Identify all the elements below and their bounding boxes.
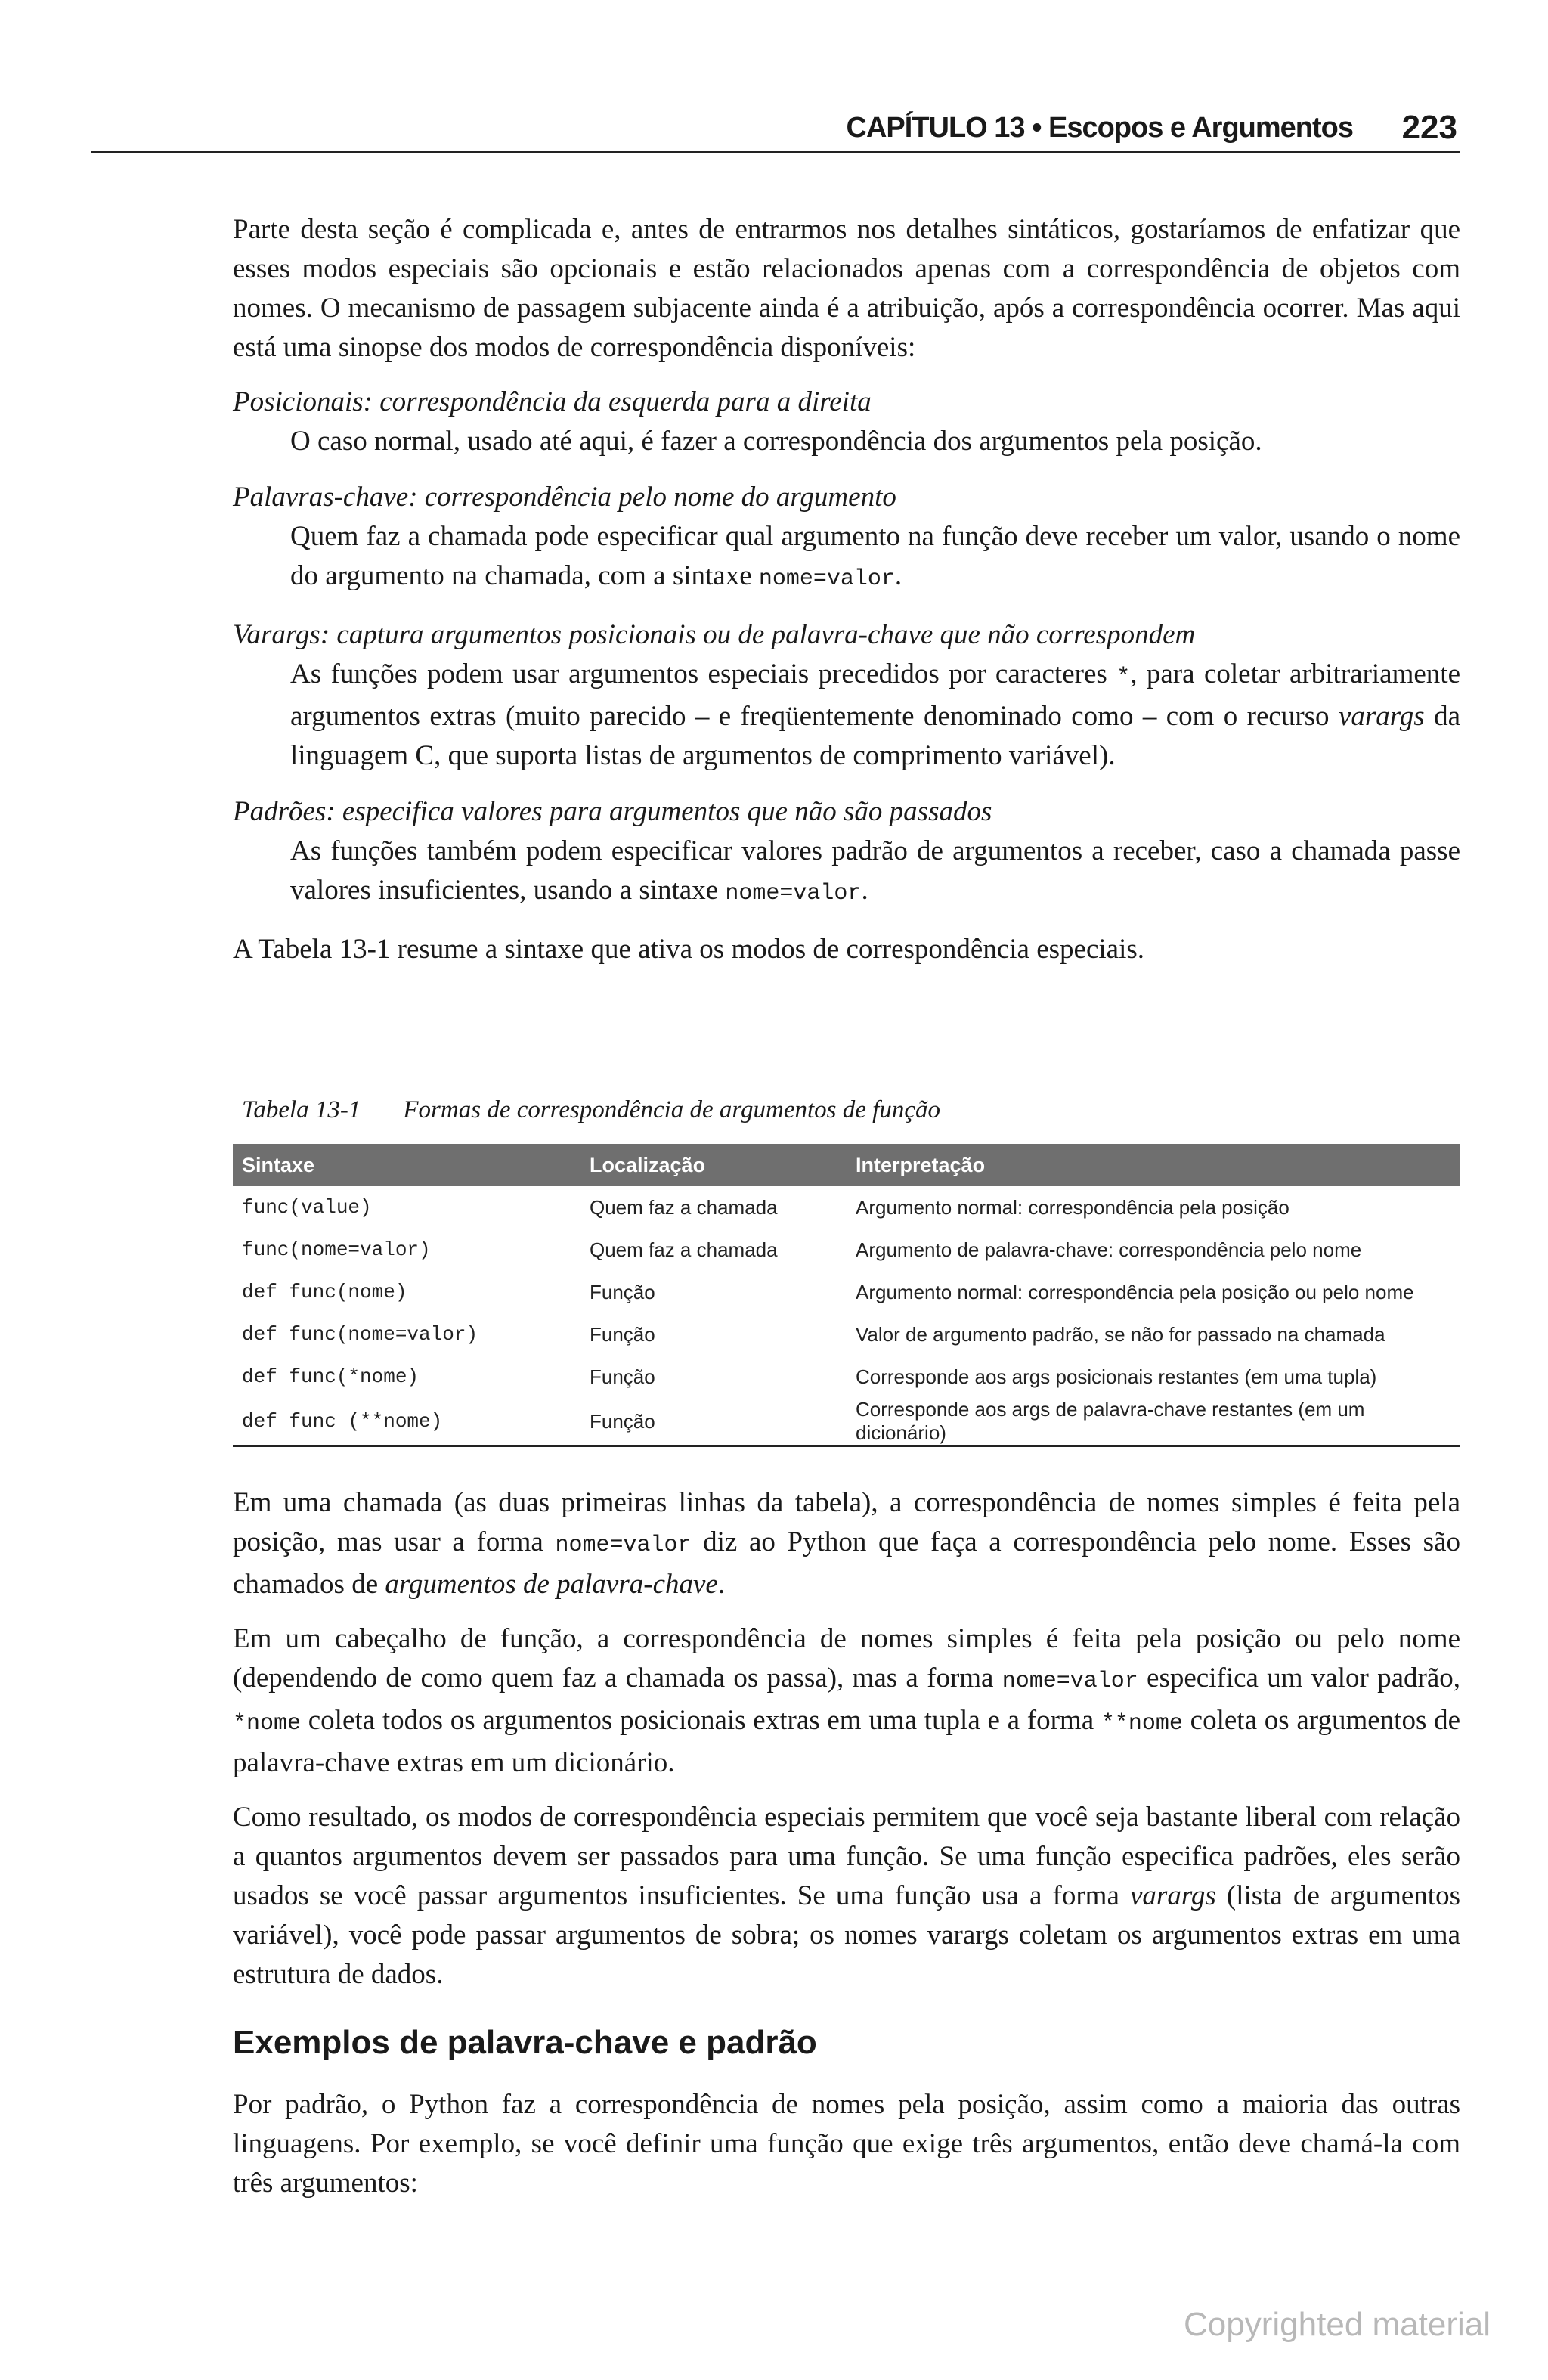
cell-syntax: func(nome=valor) bbox=[242, 1238, 431, 1261]
mode-desc-defaults bbox=[290, 832, 1460, 913]
table-caption bbox=[242, 1096, 940, 1124]
emphasis-keyword-args: argumentos de palavra-chave bbox=[385, 1569, 718, 1600]
table-row bbox=[233, 1186, 1460, 1229]
column-header-syntax: Sintaxe bbox=[233, 1144, 580, 1186]
inline-code: nome=valor bbox=[725, 881, 862, 906]
mode-desc-keywords bbox=[290, 517, 1460, 599]
paragraph-text: Como resultado, os modos de correspondência especiais permitem que você seja bastante liberal com relação a quantos argumentos devem ser passados para uma função. Se uma função especifica padrões, eles serão usados se você passar argumentos insuficientes. Se uma função usa a forma bbox=[233, 1802, 1460, 1911]
copyright-watermark: Copyrighted material bbox=[1184, 2306, 1491, 2343]
paragraph-result bbox=[233, 1798, 1460, 1994]
page-number: 223 bbox=[1401, 109, 1457, 146]
cell-interpretation: Argumento de palavra-chave: correspondência pelo nome bbox=[856, 1238, 1362, 1261]
emphasis-varargs: varargs bbox=[1130, 1880, 1216, 1911]
table-row bbox=[233, 1398, 1460, 1446]
body-text-top bbox=[233, 210, 1460, 969]
inline-code: * bbox=[1116, 665, 1131, 690]
cell-syntax: def func(nome) bbox=[242, 1281, 407, 1303]
table-row bbox=[233, 1271, 1460, 1313]
mode-desc-varargs-text-2: , para coletar arbitrariamente argumentos extras (muito parecido – e freqüentemente denominado como – com o recurso bbox=[290, 659, 1460, 732]
inline-code: nome=valor bbox=[1002, 1669, 1138, 1694]
cell-location: Função bbox=[590, 1280, 655, 1303]
cell-interpretation: Corresponde aos args posicionais restantes (em uma tupla) bbox=[856, 1365, 1377, 1388]
summary-paragraph: A Tabela 13-1 resume a sintaxe que ativa os modos de correspondência especiais. bbox=[233, 934, 1145, 965]
inline-code: nome=valor bbox=[758, 566, 895, 592]
paragraph-text: coleta todos os argumentos posicionais extras em uma tupla e a forma bbox=[301, 1705, 1101, 1736]
mode-desc-varargs-text: As funções podem usar argumentos especiais precedidos por caracteres bbox=[290, 659, 1117, 690]
table-caption-title: Formas de correspondência de argumentos de função bbox=[403, 1096, 940, 1123]
running-header bbox=[91, 106, 1460, 153]
intro-paragraph: Parte desta seção é complicada e, antes de entrarmos nos detalhes sintáticos, gostaríamos de enfatizar que esses modos especiais são opcionais e estão relacionados apenas com a correspondência de objetos com nomes. O mecanismo de passagem subjacente ainda é a atribuição, após a correspondência ocorrer. Mas aqui está uma sinopse dos modos de correspondência disponíveis: bbox=[233, 214, 1460, 363]
paragraph-header-matching bbox=[233, 1619, 1460, 1783]
table-row bbox=[233, 1313, 1460, 1356]
paragraph-text: (lista de argumentos variável), você pode passar argumentos de sobra; os nomes varargs coletam os argumentos extras em uma estrutura de dados. bbox=[233, 1880, 1460, 1990]
table-caption-label: Tabela 13-1 bbox=[242, 1096, 361, 1123]
section-paragraph: Por padrão, o Python faz a correspondência de nomes pela posição, assim como a maioria das outras linguagens. Por exemplo, se você definir uma função que exige três argumentos, então deve chamá-la com três argumentos: bbox=[233, 2089, 1460, 2199]
cell-interpretation: Corresponde aos args de palavra-chave restantes (em um dicionário) bbox=[847, 1398, 1460, 1446]
cell-syntax: func(value) bbox=[242, 1196, 372, 1219]
mode-term-defaults: Padrões: especifica valores para argumentos que não são passados bbox=[233, 796, 992, 827]
argument-matching-table bbox=[233, 1144, 1460, 1447]
inline-code: *nome bbox=[233, 1711, 302, 1737]
chapter-title: CAPÍTULO 13 • Escopos e Argumentos bbox=[846, 112, 1353, 144]
mode-term-keywords: Palavras-chave: correspondência pelo nome do argumento bbox=[233, 482, 896, 513]
body-text-bottom bbox=[233, 1483, 1460, 2218]
mode-desc-positional: O caso normal, usado até aqui, é fazer a correspondência dos argumentos pela posição. bbox=[290, 426, 1262, 457]
mode-desc-varargs-text-3: da linguagem C, que suporta listas de argumentos de comprimento variável). bbox=[290, 701, 1460, 771]
cell-syntax: def func (**nome) bbox=[233, 1398, 580, 1446]
cell-location: Quem faz a chamada bbox=[590, 1195, 778, 1219]
inline-code: nome=valor bbox=[555, 1532, 692, 1558]
column-header-interpretation: Interpretação bbox=[847, 1144, 1460, 1186]
column-header-location: Localização bbox=[580, 1144, 847, 1186]
emphasis-varargs: varargs bbox=[1338, 701, 1425, 732]
cell-location: Função bbox=[590, 1365, 655, 1388]
mode-term-positional: Posicionais: correspondência da esquerda para a direita bbox=[233, 386, 872, 417]
cell-syntax: def func(*nome) bbox=[242, 1365, 420, 1388]
paragraph-text: coleta os argumentos de palavra-chave extras em um dicionário. bbox=[233, 1705, 1461, 1778]
mode-desc-keywords-text: Quem faz a chamada pode especificar qual argumento na função deve receber um valor, usando o nome do argumento na chamada, com a sintaxe bbox=[290, 521, 1460, 591]
mode-term-varargs: Varargs: captura argumentos posicionais ou de palavra-chave que não correspondem bbox=[233, 619, 1196, 650]
cell-interpretation: Argumento normal: correspondência pela posição ou pelo nome bbox=[856, 1280, 1414, 1303]
cell-interpretation: Valor de argumento padrão, se não for passado na chamada bbox=[856, 1322, 1385, 1346]
cell-location: Função bbox=[580, 1398, 847, 1446]
paragraph-call-matching bbox=[233, 1483, 1460, 1604]
mode-desc-keywords-end: . bbox=[894, 560, 902, 591]
cell-location: Quem faz a chamada bbox=[590, 1238, 778, 1261]
mode-desc-defaults-end: . bbox=[861, 875, 868, 906]
mode-desc-varargs bbox=[290, 655, 1460, 776]
paragraph-text: diz ao Python que faça a correspondência pelo nome. Esses são chamados de bbox=[233, 1526, 1460, 1600]
paragraph-text: especifica um valor padrão, bbox=[1138, 1663, 1460, 1694]
cell-syntax: def func(nome=valor) bbox=[242, 1323, 478, 1346]
section-heading: Exemplos de palavra-chave e padrão bbox=[233, 2024, 817, 2061]
paragraph-text: Em um cabeçalho de função, a correspondência de nomes simples é feita pela posição ou pelo nome (dependendo de como quem faz a chamada os passa), mas a forma bbox=[233, 1623, 1460, 1694]
paragraph-text: Em uma chamada (as duas primeiras linhas da tabela), a correspondência de nomes simples é feita pela posição, mas usar a forma bbox=[233, 1487, 1460, 1557]
cell-location: Função bbox=[590, 1322, 655, 1346]
inline-code: **nome bbox=[1101, 1711, 1183, 1737]
table-row bbox=[233, 1229, 1460, 1271]
cell-interpretation: Argumento normal: correspondência pela posição bbox=[856, 1195, 1289, 1219]
paragraph-text: . bbox=[717, 1569, 726, 1600]
table-row bbox=[233, 1356, 1460, 1398]
mode-desc-defaults-text: As funções também podem especificar valores padrão de argumentos a receber, caso a chamada passe valores insuficientes, usando a sintaxe bbox=[290, 835, 1460, 906]
table-header-row bbox=[233, 1144, 1460, 1186]
